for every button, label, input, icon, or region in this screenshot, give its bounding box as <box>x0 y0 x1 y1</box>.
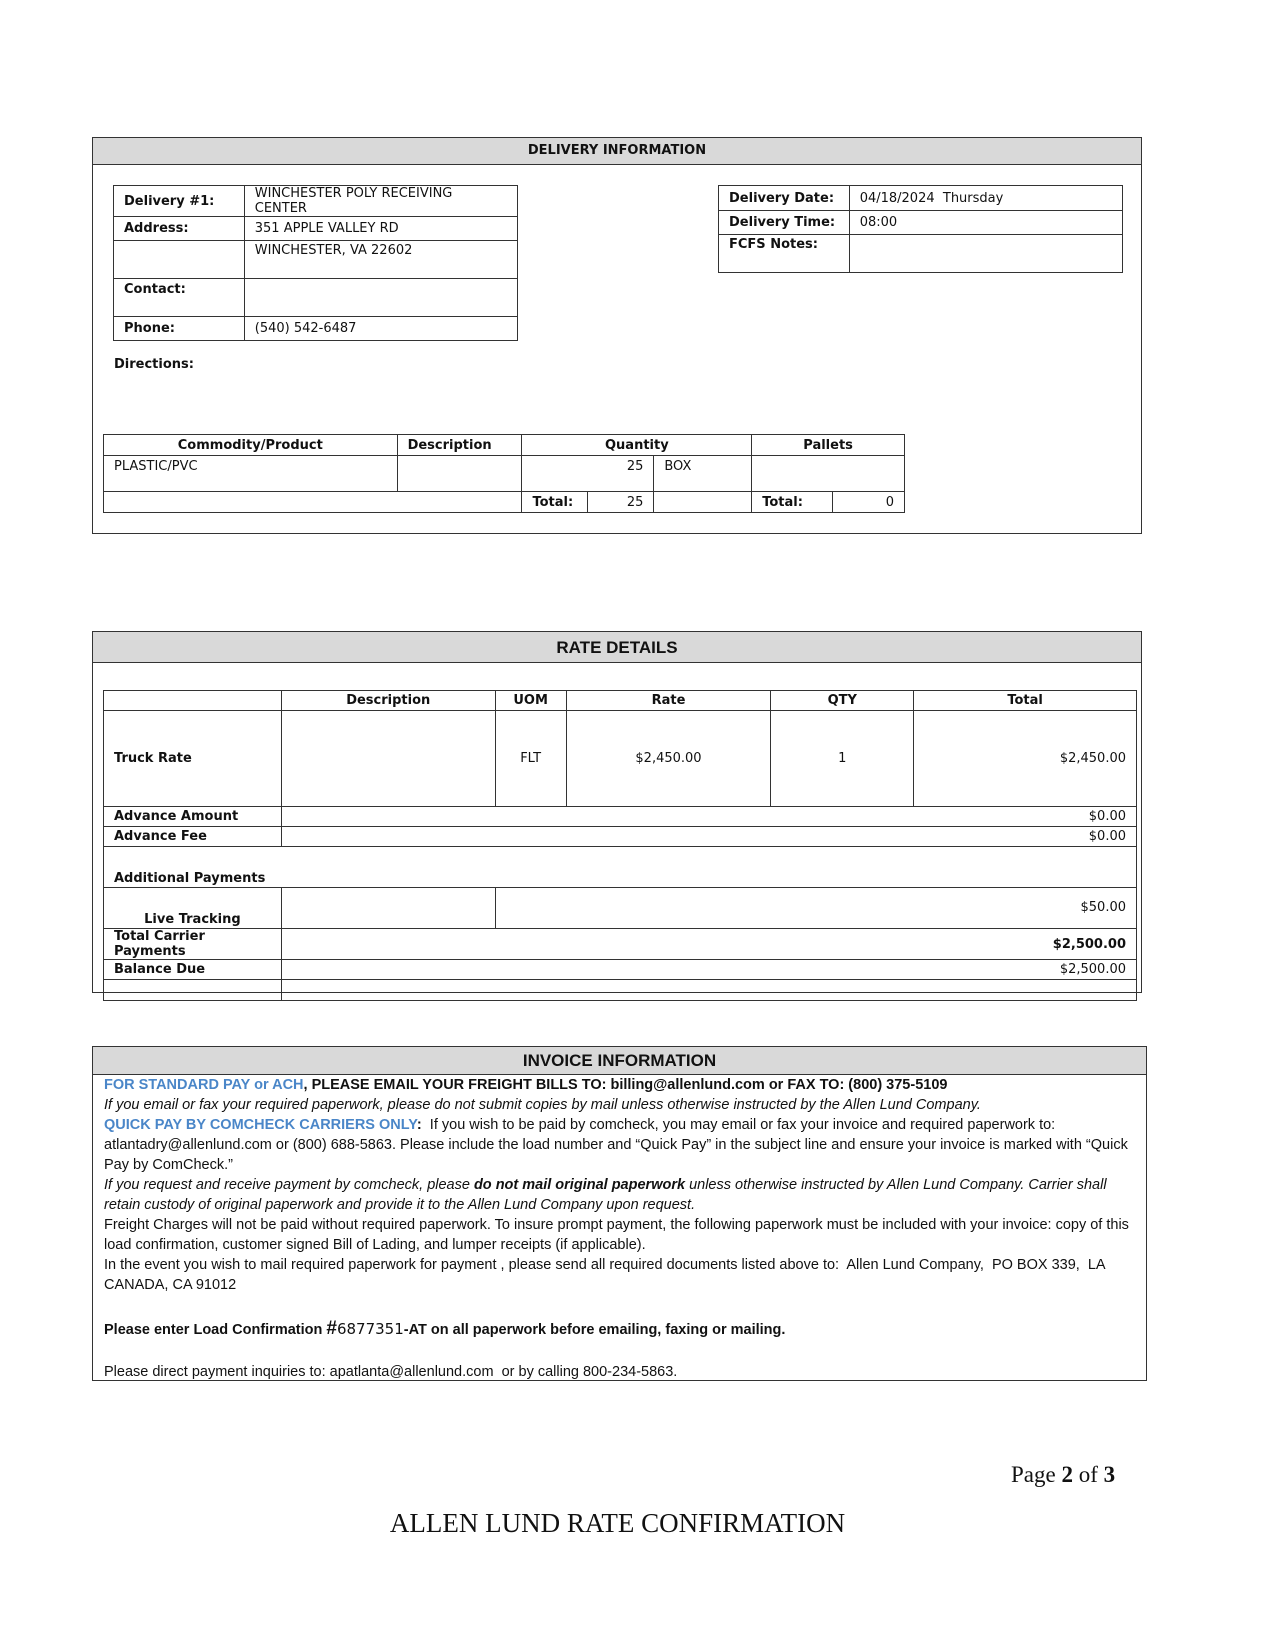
quick-pay-heading: QUICK PAY BY COMCHECK CARRIERS ONLY <box>104 1117 417 1133</box>
commodity-header: Commodity/Product <box>104 435 398 456</box>
truck-rate-total: $2,450.00 <box>914 711 1137 807</box>
rate-col-qty: QTY <box>771 691 914 711</box>
invoice-text <box>104 1075 1134 1382</box>
invoice-email-note: If you email or fax your required paperwork, please do not submit copies by mail unless otherwise instructed by the Allen Lund Company. <box>104 1097 981 1113</box>
delivery-time-label: Delivery Time: <box>719 211 850 235</box>
quick-pay-colon: : <box>416 1117 422 1133</box>
comcheck-note-c: unless otherwise instructed by Allen Lund Company. Carrier shall retain custody of original paperwork and provide it to the Allen Lund Company upon request. <box>104 1177 1107 1213</box>
delivery-number-label: Delivery #1: <box>114 186 245 217</box>
rate-empty-label <box>104 980 282 1001</box>
rate-col-total: Total <box>914 691 1137 711</box>
truck-rate-description <box>281 711 495 807</box>
invoice-quick-pay <box>104 1115 1134 1175</box>
commodity-table <box>103 434 905 513</box>
invoice-freight-charges: Freight Charges will not be paid without required paperwork. To insure prompt payment, the following paperwork must be included with your invoice: copy of this load confirmation, customer signed Bill of Lading, and lumper receipts (if applicable). <box>104 1217 1129 1253</box>
commodity-pallets <box>752 456 905 492</box>
advance-amount-label: Advance Amount <box>104 807 282 827</box>
quick-pay-instructions: If you wish to be paid by comcheck, you may email or fax your invoice and required paperwork to: atlantadry@allenlund.com or (800) 688-5863. Please include the load number and “Quick Pay” in the subject line and ensure your invoice is marked with “Quick Pay by ComCheck.” <box>104 1117 1132 1173</box>
additional-payments-label: Additional Payments <box>104 847 1137 888</box>
truck-rate-rate: $2,450.00 <box>566 711 771 807</box>
load-confirmation-hash: # <box>326 1318 337 1339</box>
qty-total-value: 25 <box>588 492 654 513</box>
balance-due-label: Balance Due <box>104 960 282 980</box>
commodity-total-spacer <box>104 492 522 513</box>
page-current: 2 <box>1061 1462 1073 1487</box>
load-confirmation-text-a: Please enter Load Confirmation <box>104 1322 327 1338</box>
total-carrier-payments-label: Total Carrier Payments <box>104 929 282 960</box>
delivery-schedule-table <box>718 185 1123 273</box>
page-prefix: Page <box>1011 1462 1062 1487</box>
commodity-qty: 25 <box>522 456 654 492</box>
comcheck-note-bold: do not mail original paperwork <box>473 1177 686 1193</box>
address-line2: WINCHESTER, VA 22602 <box>244 241 517 279</box>
invoice-information-section <box>92 1046 1147 1381</box>
rate-details-header: RATE DETAILS <box>93 632 1141 663</box>
rate-table <box>103 690 1137 1001</box>
page-total: 3 <box>1103 1462 1116 1487</box>
delivery-information-header: DELIVERY INFORMATION <box>93 138 1141 165</box>
address-label: Address: <box>114 217 245 241</box>
contact-value <box>244 279 517 317</box>
document-title: ALLEN LUND RATE CONFIRMATION <box>389 1508 846 1538</box>
delivery-date-value: 04/18/2024 Thursday <box>849 186 1122 211</box>
directions-label: Directions: <box>114 357 194 372</box>
fcfs-notes-label: FCFS Notes: <box>719 235 850 273</box>
live-tracking-description <box>281 888 495 929</box>
contact-label: Contact: <box>114 279 245 317</box>
live-tracking-value: $50.00 <box>495 888 1136 929</box>
rate-col-rate: Rate <box>566 691 771 711</box>
commodity-product: PLASTIC/PVC <box>104 456 398 492</box>
delivery-date-label: Delivery Date: <box>719 186 850 211</box>
rate-col-description: Description <box>281 691 495 711</box>
live-tracking-label: Live Tracking <box>104 888 282 929</box>
phone-label: Phone: <box>114 317 245 341</box>
truck-rate-uom: FLT <box>495 711 566 807</box>
invoice-payment-inquiries: Please direct payment inquiries to: apatlanta@allenlund.com or by calling 800-234-5863. <box>104 1364 678 1380</box>
standard-pay-heading: FOR STANDARD PAY or ACH <box>104 1077 304 1093</box>
invoice-load-confirmation <box>104 1319 1134 1340</box>
delivery-time-value: 08:00 <box>849 211 1122 235</box>
invoice-standard-pay <box>104 1075 1134 1095</box>
truck-rate-qty: 1 <box>771 711 914 807</box>
description-header: Description <box>397 435 522 456</box>
page-number <box>1011 1462 1115 1488</box>
pallets-total-label: Total: <box>752 492 833 513</box>
quantity-header: Quantity <box>522 435 752 456</box>
commodity-description <box>397 456 522 492</box>
address-line1: 351 APPLE VALLEY RD <box>244 217 517 241</box>
pallets-header: Pallets <box>752 435 905 456</box>
delivery-number-value: WINCHESTER POLY RECEIVING CENTER <box>244 186 517 217</box>
comcheck-note-a: If you request and receive payment by comcheck, please <box>104 1177 474 1193</box>
load-confirmation-number: 6877351 <box>336 1320 404 1338</box>
page-of: of <box>1072 1462 1104 1487</box>
rate-empty-value <box>281 980 1136 1001</box>
truck-rate-label: Truck Rate <box>104 711 282 807</box>
qty-total-label: Total: <box>522 492 588 513</box>
total-carrier-payments-value: $2,500.00 <box>281 929 1136 960</box>
delivery-address-table <box>113 185 518 341</box>
advance-fee-label: Advance Fee <box>104 827 282 847</box>
phone-value: (540) 542-6487 <box>244 317 517 341</box>
fcfs-notes-value <box>849 235 1122 273</box>
invoice-information-header: INVOICE INFORMATION <box>93 1047 1146 1075</box>
rate-col-uom: UOM <box>495 691 566 711</box>
commodity-unit: BOX <box>654 456 752 492</box>
standard-pay-instructions: , PLEASE EMAIL YOUR FREIGHT BILLS TO: billing@allenlund.com or FAX TO: (800) 375-5109 <box>303 1077 948 1093</box>
load-confirmation-text-c: -AT on all paperwork before emailing, faxing or mailing. <box>403 1322 786 1338</box>
invoice-comcheck-note <box>104 1175 1134 1215</box>
advance-fee-value: $0.00 <box>281 827 1136 847</box>
balance-due-value: $2,500.00 <box>281 960 1136 980</box>
rate-header-blank <box>104 691 282 711</box>
advance-amount-value: $0.00 <box>281 807 1136 827</box>
address-blank-label <box>114 241 245 279</box>
invoice-mail-address: In the event you wish to mail required paperwork for payment , please send all required documents listed above to: Allen Lund Company, PO BOX 339, LA CANADA, CA 91012 <box>104 1257 1109 1293</box>
qty-total-blank <box>654 492 752 513</box>
pallets-total-value: 0 <box>833 492 905 513</box>
